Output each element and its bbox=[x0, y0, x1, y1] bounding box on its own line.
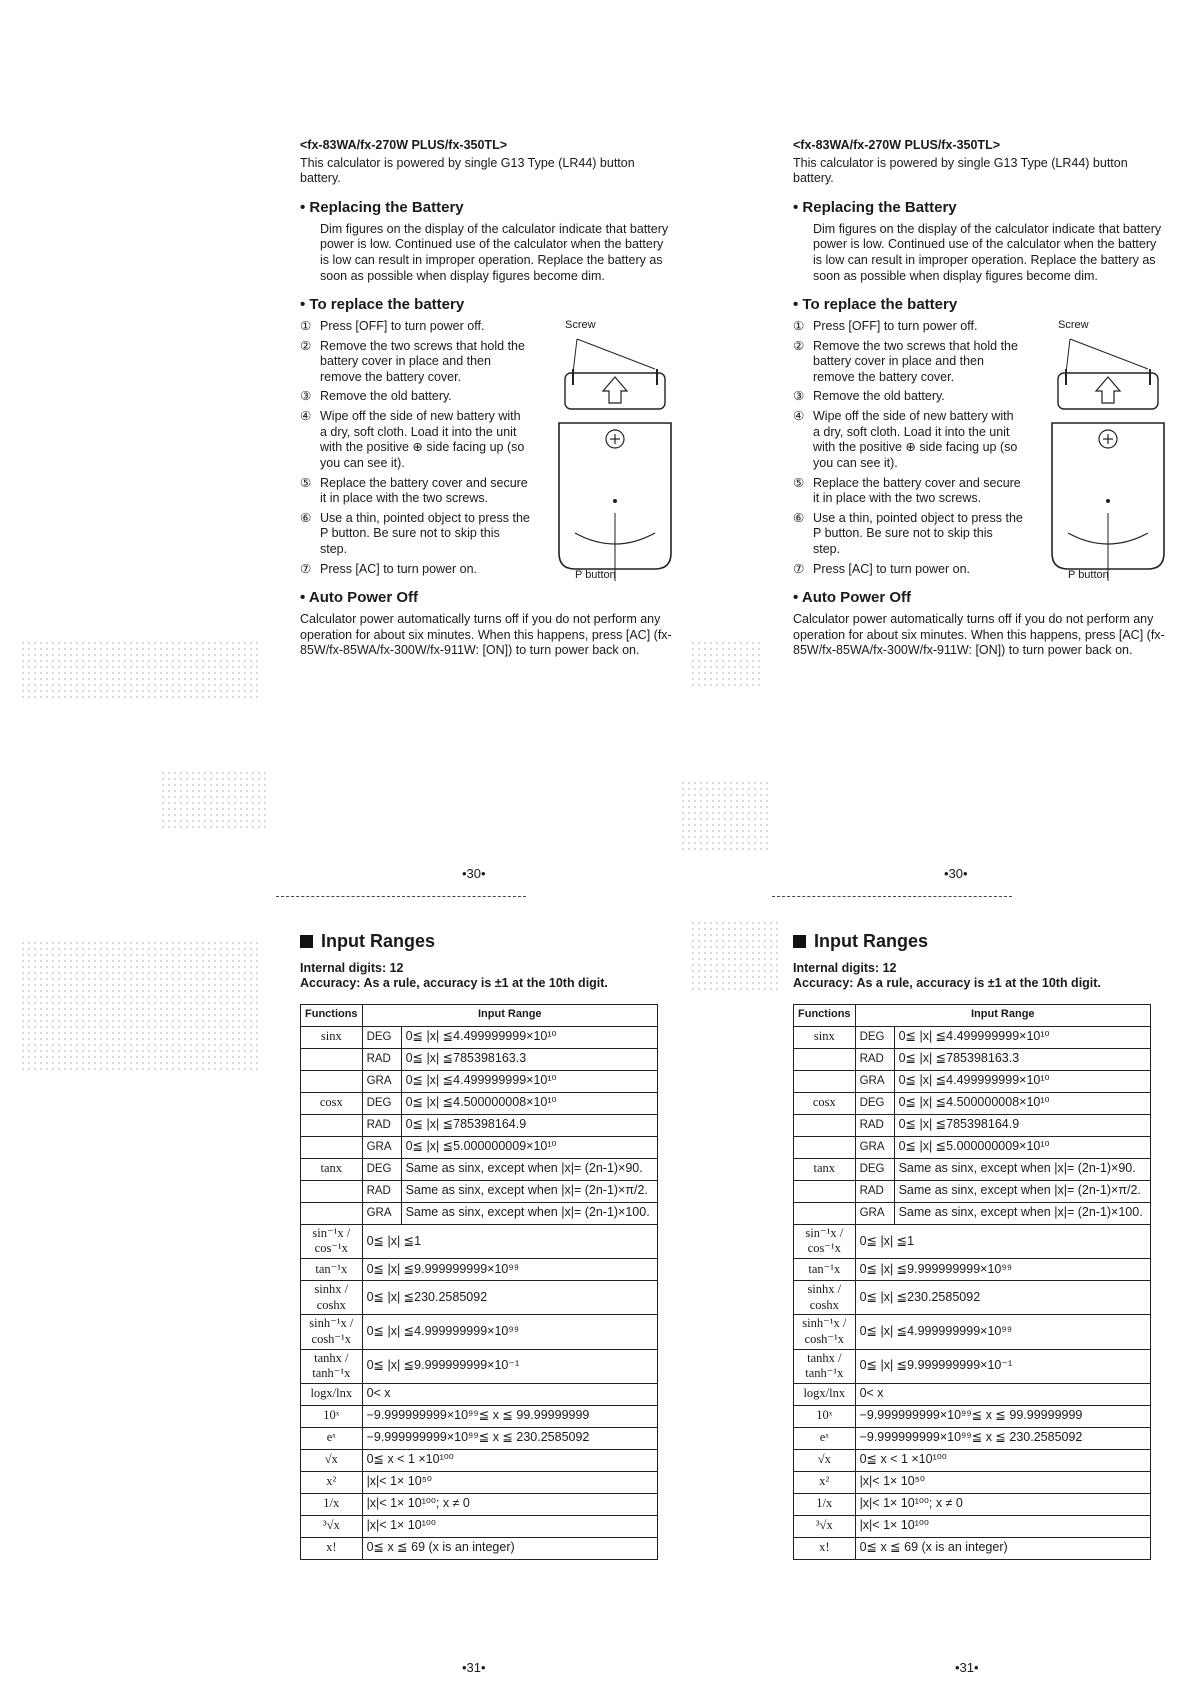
square-bullet-icon bbox=[793, 935, 806, 948]
function-cell bbox=[301, 1114, 363, 1136]
range-cell: |x|< 1× 10¹⁰⁰ bbox=[855, 1515, 1150, 1537]
replacing-heading: • Replacing the Battery bbox=[300, 198, 464, 216]
function-cell: sinh⁻¹x / cosh⁻¹x bbox=[794, 1315, 856, 1349]
table-row bbox=[794, 1427, 1151, 1449]
table-row bbox=[301, 1427, 658, 1449]
intro-text: This calculator is powered by single G13 Type (LR44) button battery. bbox=[793, 155, 1128, 186]
step-item: ① Press [OFF] to turn power off. bbox=[793, 318, 978, 333]
mode-cell: GRA bbox=[855, 1070, 894, 1092]
mode-cell: DEG bbox=[855, 1026, 894, 1048]
model-heading: <fx-83WA/fx-270W PLUS/fx-350TL> bbox=[300, 138, 508, 152]
calculator-back-diagram bbox=[555, 333, 675, 583]
page-number: •31• bbox=[462, 1660, 486, 1675]
range-cell: 0≦ |x| ≦4.499999999×10¹⁰ bbox=[894, 1026, 1150, 1048]
table-row bbox=[301, 1281, 658, 1315]
mode-cell: RAD bbox=[362, 1048, 401, 1070]
function-cell: tan⁻¹x bbox=[794, 1259, 856, 1281]
step-item: ③ Remove the old battery. bbox=[793, 389, 945, 404]
range-cell: |x|< 1× 10¹⁰⁰; x ≠ 0 bbox=[855, 1493, 1150, 1515]
function-cell bbox=[301, 1202, 363, 1224]
range-cell: 0≦ |x| ≦5.000000009×10¹⁰ bbox=[401, 1136, 657, 1158]
auto-off-heading: • Auto Power Off bbox=[300, 589, 419, 607]
step-item: ⑤ Replace the battery cover and secure it in place with the two screws. bbox=[793, 475, 1021, 506]
table-row bbox=[301, 1180, 658, 1202]
range-cell: |x|< 1× 10¹⁰⁰; x ≠ 0 bbox=[362, 1493, 657, 1515]
function-cell: cosx bbox=[301, 1092, 363, 1114]
mode-cell: RAD bbox=[362, 1114, 401, 1136]
function-cell: sinx bbox=[301, 1026, 363, 1048]
page-number: •30• bbox=[462, 866, 486, 881]
scan-noise bbox=[20, 640, 260, 700]
function-cell bbox=[301, 1070, 363, 1092]
range-cell: |x|< 1× 10¹⁰⁰ bbox=[362, 1515, 657, 1537]
table-row bbox=[794, 1092, 1151, 1114]
table-row bbox=[301, 1070, 658, 1092]
ranges-page-right bbox=[793, 930, 1153, 1560]
mode-cell: RAD bbox=[855, 1114, 894, 1136]
ranges-page-left bbox=[300, 930, 660, 1560]
step-item: ⑥ Use a thin, pointed object to press the P button. Be sure not to skip this step. bbox=[793, 510, 1023, 556]
mode-cell: RAD bbox=[362, 1180, 401, 1202]
range-cell: 0≦ |x| ≦4.999999999×10⁹⁹ bbox=[855, 1315, 1150, 1349]
table-row bbox=[301, 1092, 658, 1114]
function-cell: 10ˣ bbox=[301, 1405, 363, 1427]
function-cell bbox=[301, 1180, 363, 1202]
function-cell: sinhx / coshx bbox=[794, 1281, 856, 1315]
mode-cell: DEG bbox=[855, 1092, 894, 1114]
range-cell: 0≦ |x| ≦9.999999999×10⁻¹ bbox=[855, 1349, 1150, 1383]
page-divider bbox=[772, 896, 1012, 897]
table-row bbox=[301, 1048, 658, 1070]
input-range-table: Functions Input Range sinx DEG 0≦ |x| ≦4.499999999×10¹⁰ RAD 0≦ |x| ≦785398163.3 GRA 0≦ |x| ≦4.499999999×10¹⁰ cosx DEG 0≦ |x| ≦4.500000008×10¹⁰ RAD 0≦ |x| ≦785398164.9 GRA 0≦ |x| ≦5.000000009×10¹⁰ tanx DEG Same as sinx, except when |x|= (2n-1)×90. RAD Same as sinx, except when |x|= (2n-1)×π/2. GRA Same as sinx, except when |x|= (2n-1)×100. sin⁻¹x / cos⁻¹x 0≦ |x| ≦1 tan⁻¹x 0≦ |x| ≦9.999999999×10⁹⁹ sinhx / coshx 0≦ |x| ≦230.2585092 sinh⁻¹x / cosh⁻¹x 0≦ |x| ≦4.999999999×10⁹⁹ tanhx / tanh⁻¹x 0≦ |x| ≦9.999999999×10⁻¹ logx/lnx 0< x 10ˣ −9.999999999×10⁹⁹≦ x ≦ 99.99999999 eˣ −9.999999999×10⁹⁹≦ x ≦ 230.2585092 √x 0≦ x < 1 ×10¹⁰⁰ x² |x|< 1× 10⁵⁰ 1/x |x|< 1× 10¹⁰⁰; x ≠ 0 ³√x |x|< 1× 10¹⁰⁰ x! 0≦ x ≦ 69 (x is an integer) bbox=[793, 1004, 1151, 1560]
page-divider bbox=[276, 896, 526, 897]
range-cell: 0≦ |x| ≦785398164.9 bbox=[894, 1114, 1150, 1136]
function-cell: sin⁻¹x / cos⁻¹x bbox=[794, 1224, 856, 1258]
table-row bbox=[301, 1315, 658, 1349]
step-item: ② Remove the two screws that hold the battery cover in place and then remove the battery cover. bbox=[300, 338, 525, 384]
table-row bbox=[301, 1202, 658, 1224]
range-cell: 0≦ |x| ≦1 bbox=[362, 1224, 657, 1258]
function-cell: x! bbox=[301, 1537, 363, 1559]
range-cell: −9.999999999×10⁹⁹≦ x ≦ 99.99999999 bbox=[362, 1405, 657, 1427]
section-heading: Input Ranges bbox=[300, 930, 660, 953]
step-item: ③ Remove the old battery. bbox=[300, 389, 452, 404]
internal-digits: Internal digits: 12 bbox=[793, 960, 897, 975]
table-row bbox=[794, 1383, 1151, 1405]
square-bullet-icon bbox=[300, 935, 313, 948]
replacing-heading: • Replacing the Battery bbox=[793, 198, 957, 216]
scan-noise bbox=[20, 940, 260, 1070]
table-row bbox=[794, 1471, 1151, 1493]
table-row bbox=[794, 1449, 1151, 1471]
mode-cell: DEG bbox=[362, 1158, 401, 1180]
step-item: ④ Wipe off the side of new battery with a dry, soft cloth. Load it into the unit with the positive ⊕ side facing up (so you can see it). bbox=[793, 409, 1018, 470]
function-cell: tanhx / tanh⁻¹x bbox=[794, 1349, 856, 1383]
scan-noise bbox=[690, 920, 780, 990]
function-cell bbox=[301, 1048, 363, 1070]
table-row bbox=[794, 1026, 1151, 1048]
function-cell: x² bbox=[794, 1471, 856, 1493]
step-list bbox=[793, 319, 1023, 577]
function-cell: logx/lnx bbox=[794, 1383, 856, 1405]
function-cell: tanx bbox=[794, 1158, 856, 1180]
range-cell: 0≦ |x| ≦4.500000008×10¹⁰ bbox=[401, 1092, 657, 1114]
function-cell: eˣ bbox=[794, 1427, 856, 1449]
table-row bbox=[794, 1493, 1151, 1515]
range-cell: 0≦ |x| ≦1 bbox=[855, 1224, 1150, 1258]
range-cell: 0< x bbox=[855, 1383, 1150, 1405]
function-cell: ³√x bbox=[794, 1515, 856, 1537]
function-cell: tanx bbox=[301, 1158, 363, 1180]
mode-cell: GRA bbox=[855, 1202, 894, 1224]
mode-cell: DEG bbox=[855, 1158, 894, 1180]
function-cell: x² bbox=[301, 1471, 363, 1493]
function-cell bbox=[794, 1048, 856, 1070]
range-cell: Same as sinx, except when |x|= (2n-1)×π/2. bbox=[401, 1180, 657, 1202]
auto-off-text: Calculator power automatically turns off if you do not perform any operation for about six minutes. When this happens, press [AC] (fx-85W/fx-85WA/fx-300W/fx-911W: [ON]) to turn power back on. bbox=[300, 612, 672, 658]
mode-cell: GRA bbox=[855, 1136, 894, 1158]
range-cell: Same as sinx, except when |x|= (2n-1)×π/2. bbox=[894, 1180, 1150, 1202]
table-row bbox=[794, 1224, 1151, 1258]
intro-text: This calculator is powered by single G13 Type (LR44) button battery. bbox=[300, 155, 635, 186]
range-cell: |x|< 1× 10⁵⁰ bbox=[855, 1471, 1150, 1493]
auto-off-text: Calculator power automatically turns off if you do not perform any operation for about six minutes. When this happens, press [AC] (fx-85W/fx-85WA/fx-300W/fx-911W: [ON]) to turn power back on. bbox=[793, 612, 1165, 658]
function-cell: sinhx / coshx bbox=[301, 1281, 363, 1315]
table-row bbox=[301, 1114, 658, 1136]
battery-page-right bbox=[793, 138, 1168, 661]
step-item: ④ Wipe off the side of new battery with a dry, soft cloth. Load it into the unit with the positive ⊕ side facing up (so you can see it). bbox=[300, 409, 525, 470]
toreplace-heading: • To replace the battery bbox=[793, 296, 958, 314]
accuracy: Accuracy: As a rule, accuracy is ±1 at the 10th digit. bbox=[300, 976, 608, 991]
range-cell: 0< x bbox=[362, 1383, 657, 1405]
step-item: ⑥ Use a thin, pointed object to press the P button. Be sure not to skip this step. bbox=[300, 510, 530, 556]
replacing-text: Dim figures on the display of the calculator indicate that battery power is low. Continued use of the calculator when the battery is low can result in improper operation. Replace the battery as soon as possible when display figures become dim. bbox=[813, 221, 1162, 283]
function-cell: sinx bbox=[794, 1026, 856, 1048]
table-row bbox=[301, 1224, 658, 1258]
function-cell: tanhx / tanh⁻¹x bbox=[301, 1349, 363, 1383]
scan-noise bbox=[680, 780, 770, 850]
range-cell: 0≦ x ≦ 69 (x is an integer) bbox=[855, 1537, 1150, 1559]
range-cell: 0≦ |x| ≦9.999999999×10⁻¹ bbox=[362, 1349, 657, 1383]
range-cell: 0≦ |x| ≦230.2585092 bbox=[362, 1281, 657, 1315]
battery-figure: Screw P button bbox=[1048, 319, 1168, 579]
scan-noise bbox=[160, 770, 270, 830]
mode-cell: GRA bbox=[362, 1136, 401, 1158]
table-row bbox=[301, 1349, 658, 1383]
table-row bbox=[794, 1515, 1151, 1537]
table-row bbox=[794, 1537, 1151, 1559]
function-cell: sinh⁻¹x / cosh⁻¹x bbox=[301, 1315, 363, 1349]
page-number: •30• bbox=[944, 866, 968, 881]
step-item: ⑤ Replace the battery cover and secure it in place with the two screws. bbox=[300, 475, 528, 506]
step-item: ⑦ Press [AC] to turn power on. bbox=[793, 561, 971, 576]
auto-off-heading: • Auto Power Off bbox=[793, 589, 912, 607]
toreplace-heading: • To replace the battery bbox=[300, 296, 465, 314]
internal-digits: Internal digits: 12 bbox=[300, 960, 404, 975]
table-row bbox=[301, 1493, 658, 1515]
range-cell: Same as sinx, except when |x|= (2n-1)×100. bbox=[894, 1202, 1150, 1224]
table-row bbox=[301, 1405, 658, 1427]
section-heading: Input Ranges bbox=[793, 930, 1153, 953]
range-cell: 0≦ x < 1 ×10¹⁰⁰ bbox=[362, 1449, 657, 1471]
mode-cell: DEG bbox=[362, 1026, 401, 1048]
table-row bbox=[794, 1259, 1151, 1281]
model-heading: <fx-83WA/fx-270W PLUS/fx-350TL> bbox=[793, 138, 1001, 152]
range-cell: 0≦ |x| ≦9.999999999×10⁹⁹ bbox=[362, 1259, 657, 1281]
function-cell: √x bbox=[301, 1449, 363, 1471]
function-cell: cosx bbox=[794, 1092, 856, 1114]
table-row bbox=[301, 1449, 658, 1471]
accuracy: Accuracy: As a rule, accuracy is ±1 at the 10th digit. bbox=[793, 976, 1101, 991]
function-cell: sin⁻¹x / cos⁻¹x bbox=[301, 1224, 363, 1258]
range-cell: Same as sinx, except when |x|= (2n-1)×100. bbox=[401, 1202, 657, 1224]
function-cell: ³√x bbox=[301, 1515, 363, 1537]
battery-page-left bbox=[300, 138, 675, 661]
input-range-table: Functions Input Range sinx DEG 0≦ |x| ≦4.499999999×10¹⁰ RAD 0≦ |x| ≦785398163.3 GRA 0≦ |x| ≦4.499999999×10¹⁰ cosx DEG 0≦ |x| ≦4.500000008×10¹⁰ RAD 0≦ |x| ≦785398164.9 GRA 0≦ |x| ≦5.000000009×10¹⁰ tanx DEG Same as sinx, except when |x|= (2n-1)×90. RAD Same as sinx, except when |x|= (2n-1)×π/2. GRA Same as sinx, except when |x|= (2n-1)×100. sin⁻¹x / cos⁻¹x 0≦ |x| ≦1 tan⁻¹x 0≦ |x| ≦9.999999999×10⁹⁹ sinhx / coshx 0≦ |x| ≦230.2585092 sinh⁻¹x / cosh⁻¹x 0≦ |x| ≦4.999999999×10⁹⁹ tanhx / tanh⁻¹x 0≦ |x| ≦9.999999999×10⁻¹ logx/lnx 0< x 10ˣ −9.999999999×10⁹⁹≦ x ≦ 99.99999999 eˣ −9.999999999×10⁹⁹≦ x ≦ 230.2585092 √x 0≦ x < 1 ×10¹⁰⁰ x² |x|< 1× 10⁵⁰ 1/x |x|< 1× 10¹⁰⁰; x ≠ 0 ³√x |x|< 1× 10¹⁰⁰ x! 0≦ x ≦ 69 (x is an integer) bbox=[300, 1004, 658, 1560]
mode-cell: RAD bbox=[855, 1180, 894, 1202]
function-cell bbox=[794, 1180, 856, 1202]
table-row bbox=[301, 1259, 658, 1281]
table-row bbox=[301, 1383, 658, 1405]
step-item: ① Press [OFF] to turn power off. bbox=[300, 318, 485, 333]
range-cell: 0≦ |x| ≦4.499999999×10¹⁰ bbox=[401, 1070, 657, 1092]
table-row bbox=[301, 1515, 658, 1537]
mode-cell: DEG bbox=[362, 1092, 401, 1114]
range-cell: 0≦ |x| ≦9.999999999×10⁹⁹ bbox=[855, 1259, 1150, 1281]
range-cell: 0≦ |x| ≦4.500000008×10¹⁰ bbox=[894, 1092, 1150, 1114]
replacing-text: Dim figures on the display of the calculator indicate that battery power is low. Continued use of the calculator when the battery is low can result in improper operation. Replace the battery as soon as possible when display figures become dim. bbox=[320, 221, 669, 283]
function-cell bbox=[794, 1114, 856, 1136]
mode-cell: GRA bbox=[362, 1202, 401, 1224]
range-cell: 0≦ x ≦ 69 (x is an integer) bbox=[362, 1537, 657, 1559]
range-cell: |x|< 1× 10⁵⁰ bbox=[362, 1471, 657, 1493]
function-cell: eˣ bbox=[301, 1427, 363, 1449]
battery-figure: Screw P button bbox=[555, 319, 675, 579]
range-cell: 0≦ |x| ≦5.000000009×10¹⁰ bbox=[894, 1136, 1150, 1158]
function-cell: tan⁻¹x bbox=[301, 1259, 363, 1281]
function-cell bbox=[794, 1070, 856, 1092]
range-cell: 0≦ |x| ≦785398163.3 bbox=[894, 1048, 1150, 1070]
table-row bbox=[301, 1471, 658, 1493]
table-row bbox=[794, 1315, 1151, 1349]
function-cell: x! bbox=[794, 1537, 856, 1559]
range-cell: 0≦ |x| ≦785398164.9 bbox=[401, 1114, 657, 1136]
function-cell: 10ˣ bbox=[794, 1405, 856, 1427]
table-row bbox=[301, 1136, 658, 1158]
table-row bbox=[794, 1114, 1151, 1136]
table-row bbox=[794, 1405, 1151, 1427]
table-row bbox=[794, 1202, 1151, 1224]
table-row bbox=[794, 1158, 1151, 1180]
table-row bbox=[301, 1537, 658, 1559]
range-cell: 0≦ |x| ≦4.999999999×10⁹⁹ bbox=[362, 1315, 657, 1349]
range-cell: Same as sinx, except when |x|= (2n-1)×90. bbox=[401, 1158, 657, 1180]
scan-noise bbox=[690, 640, 760, 690]
step-item: ⑦ Press [AC] to turn power on. bbox=[300, 561, 478, 576]
table-row bbox=[794, 1180, 1151, 1202]
range-cell: 0≦ |x| ≦785398163.3 bbox=[401, 1048, 657, 1070]
table-row bbox=[794, 1048, 1151, 1070]
page-number: •31• bbox=[955, 1660, 979, 1675]
range-cell: Same as sinx, except when |x|= (2n-1)×90. bbox=[894, 1158, 1150, 1180]
table-row bbox=[794, 1281, 1151, 1315]
range-cell: −9.999999999×10⁹⁹≦ x ≦ 99.99999999 bbox=[855, 1405, 1150, 1427]
range-cell: 0≦ x < 1 ×10¹⁰⁰ bbox=[855, 1449, 1150, 1471]
function-cell: logx/lnx bbox=[301, 1383, 363, 1405]
table-row bbox=[301, 1026, 658, 1048]
table-row bbox=[301, 1158, 658, 1180]
mode-cell: GRA bbox=[362, 1070, 401, 1092]
calculator-back-diagram bbox=[1048, 333, 1168, 583]
function-cell bbox=[794, 1202, 856, 1224]
range-cell: −9.999999999×10⁹⁹≦ x ≦ 230.2585092 bbox=[855, 1427, 1150, 1449]
range-cell: 0≦ |x| ≦4.499999999×10¹⁰ bbox=[894, 1070, 1150, 1092]
table-row bbox=[794, 1349, 1151, 1383]
step-item: ② Remove the two screws that hold the battery cover in place and then remove the battery cover. bbox=[793, 338, 1018, 384]
range-cell: −9.999999999×10⁹⁹≦ x ≦ 230.2585092 bbox=[362, 1427, 657, 1449]
mode-cell: RAD bbox=[855, 1048, 894, 1070]
table-row bbox=[794, 1070, 1151, 1092]
function-cell: 1/x bbox=[301, 1493, 363, 1515]
function-cell bbox=[794, 1136, 856, 1158]
table-row bbox=[794, 1136, 1151, 1158]
function-cell: √x bbox=[794, 1449, 856, 1471]
function-cell bbox=[301, 1136, 363, 1158]
range-cell: 0≦ |x| ≦230.2585092 bbox=[855, 1281, 1150, 1315]
function-cell: 1/x bbox=[794, 1493, 856, 1515]
range-cell: 0≦ |x| ≦4.499999999×10¹⁰ bbox=[401, 1026, 657, 1048]
step-list bbox=[300, 319, 530, 577]
